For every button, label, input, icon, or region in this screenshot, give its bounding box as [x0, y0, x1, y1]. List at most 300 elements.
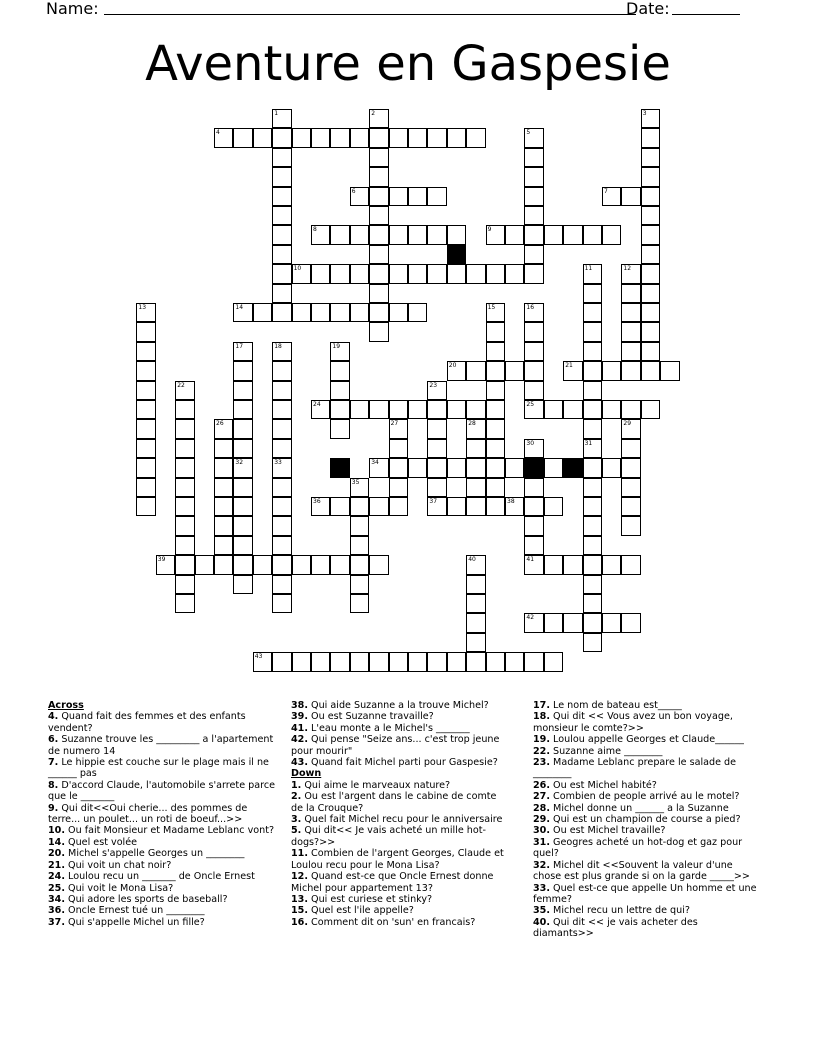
grid-cell[interactable] [389, 128, 408, 147]
grid-cell[interactable] [350, 187, 369, 206]
grid-cell[interactable] [369, 206, 388, 225]
grid-cell[interactable] [311, 264, 330, 283]
grid-cell[interactable] [447, 361, 466, 380]
grid-cell[interactable] [389, 225, 408, 244]
grid-cell[interactable] [369, 109, 388, 128]
grid-cell[interactable] [389, 400, 408, 419]
grid-cell[interactable] [233, 361, 252, 380]
grid-cell[interactable] [408, 225, 427, 244]
grid-cell[interactable] [427, 225, 446, 244]
grid-cell[interactable] [175, 419, 194, 438]
grid-cell[interactable] [427, 264, 446, 283]
grid-cell[interactable] [524, 128, 543, 147]
grid-cell[interactable] [272, 245, 291, 264]
grid-cell[interactable] [524, 478, 543, 497]
grid-cell[interactable] [505, 225, 524, 244]
grid-cell[interactable] [350, 303, 369, 322]
grid-cell[interactable] [544, 555, 563, 574]
grid-cell[interactable] [602, 458, 621, 477]
grid-cell[interactable] [389, 652, 408, 671]
grid-cell[interactable] [136, 400, 155, 419]
grid-cell[interactable] [486, 458, 505, 477]
grid-cell[interactable] [272, 361, 291, 380]
grid-cell[interactable] [369, 458, 388, 477]
grid-cell[interactable] [583, 594, 602, 613]
grid-cell[interactable] [486, 264, 505, 283]
grid-cell[interactable] [350, 225, 369, 244]
grid-cell[interactable] [272, 381, 291, 400]
grid-cell[interactable] [233, 381, 252, 400]
grid-cell[interactable] [330, 225, 349, 244]
grid-cell[interactable] [136, 497, 155, 516]
grid-cell[interactable] [350, 497, 369, 516]
grid-cell[interactable] [272, 128, 291, 147]
grid-cell[interactable] [175, 497, 194, 516]
grid-cell[interactable] [563, 225, 582, 244]
grid-cell[interactable] [621, 303, 640, 322]
grid-cell[interactable] [583, 381, 602, 400]
grid-cell[interactable] [389, 419, 408, 438]
grid-cell[interactable] [136, 458, 155, 477]
grid-cell[interactable] [583, 458, 602, 477]
grid-cell[interactable] [350, 575, 369, 594]
grid-cell[interactable] [505, 497, 524, 516]
grid-cell[interactable] [369, 303, 388, 322]
grid-cell[interactable] [583, 322, 602, 341]
grid-cell[interactable] [408, 458, 427, 477]
grid-cell[interactable] [272, 109, 291, 128]
grid-cell[interactable] [583, 361, 602, 380]
grid-cell[interactable] [466, 633, 485, 652]
grid-cell[interactable] [175, 381, 194, 400]
grid-cell[interactable] [272, 478, 291, 497]
grid-cell[interactable] [272, 516, 291, 535]
grid-cell[interactable] [563, 361, 582, 380]
grid-cell[interactable] [272, 497, 291, 516]
grid-cell[interactable] [524, 303, 543, 322]
grid-cell[interactable] [466, 439, 485, 458]
grid-cell[interactable] [369, 400, 388, 419]
grid-cell[interactable] [466, 128, 485, 147]
grid-cell[interactable] [427, 128, 446, 147]
grid-cell[interactable] [272, 439, 291, 458]
grid-cell[interactable] [272, 400, 291, 419]
grid-cell[interactable] [136, 419, 155, 438]
grid-cell[interactable] [272, 206, 291, 225]
grid-cell[interactable] [272, 555, 291, 574]
grid-cell[interactable] [233, 128, 252, 147]
grid-cell[interactable] [136, 478, 155, 497]
grid-cell[interactable] [641, 303, 660, 322]
grid-cell[interactable] [524, 381, 543, 400]
grid-cell[interactable] [214, 419, 233, 438]
grid-cell[interactable] [583, 303, 602, 322]
grid-cell[interactable] [524, 148, 543, 167]
grid-cell[interactable] [583, 497, 602, 516]
grid-cell[interactable] [330, 400, 349, 419]
grid-cell[interactable] [369, 225, 388, 244]
grid-cell[interactable] [466, 361, 485, 380]
grid-cell[interactable] [447, 128, 466, 147]
grid-cell[interactable] [233, 555, 252, 574]
grid-cell[interactable] [466, 458, 485, 477]
grid-cell[interactable] [233, 439, 252, 458]
grid-cell[interactable] [427, 381, 446, 400]
grid-cell[interactable] [427, 652, 446, 671]
grid-cell[interactable] [621, 419, 640, 438]
grid-cell[interactable] [524, 206, 543, 225]
grid-cell[interactable] [272, 419, 291, 438]
grid-cell[interactable] [272, 284, 291, 303]
grid-cell[interactable] [621, 478, 640, 497]
grid-cell[interactable] [544, 613, 563, 632]
grid-cell[interactable] [486, 225, 505, 244]
grid-cell[interactable] [330, 361, 349, 380]
grid-cell[interactable] [136, 439, 155, 458]
grid-cell[interactable] [175, 478, 194, 497]
grid-cell[interactable] [524, 516, 543, 535]
grid-cell[interactable] [524, 167, 543, 186]
grid-cell[interactable] [369, 187, 388, 206]
grid-cell[interactable] [524, 439, 543, 458]
grid-cell[interactable] [466, 613, 485, 632]
grid-cell[interactable] [486, 419, 505, 438]
grid-cell[interactable] [389, 497, 408, 516]
grid-cell[interactable] [621, 284, 640, 303]
grid-cell[interactable] [621, 361, 640, 380]
grid-cell[interactable] [466, 478, 485, 497]
grid-cell[interactable] [544, 497, 563, 516]
grid-cell[interactable] [369, 284, 388, 303]
grid-cell[interactable] [136, 303, 155, 322]
grid-cell[interactable] [583, 575, 602, 594]
grid-cell[interactable] [292, 128, 311, 147]
grid-cell[interactable] [427, 439, 446, 458]
grid-cell[interactable] [641, 187, 660, 206]
grid-cell[interactable] [524, 613, 543, 632]
grid-cell[interactable] [583, 516, 602, 535]
grid-cell[interactable] [427, 187, 446, 206]
grid-cell[interactable] [621, 342, 640, 361]
grid-cell[interactable] [621, 555, 640, 574]
grid-cell[interactable] [583, 342, 602, 361]
grid-cell[interactable] [524, 245, 543, 264]
grid-cell[interactable] [641, 400, 660, 419]
grid-cell[interactable] [389, 264, 408, 283]
grid-cell[interactable] [369, 652, 388, 671]
grid-cell[interactable] [350, 536, 369, 555]
grid-cell[interactable] [175, 555, 194, 574]
grid-cell[interactable] [524, 225, 543, 244]
grid-cell[interactable] [389, 458, 408, 477]
grid-cell[interactable] [156, 555, 175, 574]
grid-cell[interactable] [136, 361, 155, 380]
grid-cell[interactable] [524, 497, 543, 516]
grid-cell[interactable] [214, 128, 233, 147]
grid-cell[interactable] [214, 555, 233, 574]
grid-cell[interactable] [292, 555, 311, 574]
grid-cell[interactable] [214, 458, 233, 477]
grid-cell[interactable] [233, 419, 252, 438]
grid-cell[interactable] [272, 652, 291, 671]
grid-cell[interactable] [311, 303, 330, 322]
grid-cell[interactable] [175, 594, 194, 613]
grid-cell[interactable] [486, 652, 505, 671]
grid-cell[interactable] [641, 225, 660, 244]
grid-cell[interactable] [505, 361, 524, 380]
grid-cell[interactable] [583, 439, 602, 458]
grid-cell[interactable] [233, 497, 252, 516]
grid-cell[interactable] [175, 575, 194, 594]
grid-cell[interactable] [486, 322, 505, 341]
grid-cell[interactable] [621, 187, 640, 206]
grid-cell[interactable] [427, 400, 446, 419]
grid-cell[interactable] [466, 652, 485, 671]
grid-cell[interactable] [602, 613, 621, 632]
grid-cell[interactable] [253, 652, 272, 671]
grid-cell[interactable] [330, 497, 349, 516]
grid-cell[interactable] [427, 497, 446, 516]
grid-cell[interactable] [660, 361, 679, 380]
grid-cell[interactable] [486, 439, 505, 458]
grid-cell[interactable] [486, 303, 505, 322]
grid-cell[interactable] [408, 128, 427, 147]
grid-cell[interactable] [272, 303, 291, 322]
grid-cell[interactable] [408, 400, 427, 419]
grid-cell[interactable] [641, 264, 660, 283]
grid-cell[interactable] [583, 536, 602, 555]
grid-cell[interactable] [641, 245, 660, 264]
grid-cell[interactable] [602, 400, 621, 419]
grid-cell[interactable] [583, 264, 602, 283]
grid-cell[interactable] [175, 439, 194, 458]
grid-cell[interactable] [447, 400, 466, 419]
grid-cell[interactable] [486, 361, 505, 380]
grid-cell[interactable] [330, 342, 349, 361]
grid-cell[interactable] [233, 536, 252, 555]
grid-cell[interactable] [389, 187, 408, 206]
grid-cell[interactable] [583, 478, 602, 497]
grid-cell[interactable] [583, 555, 602, 574]
grid-cell[interactable] [524, 361, 543, 380]
grid-cell[interactable] [563, 400, 582, 419]
grid-cell[interactable] [466, 419, 485, 438]
grid-cell[interactable] [253, 128, 272, 147]
grid-cell[interactable] [330, 381, 349, 400]
grid-cell[interactable] [524, 264, 543, 283]
grid-cell[interactable] [350, 478, 369, 497]
grid-cell[interactable] [292, 264, 311, 283]
grid-cell[interactable] [253, 555, 272, 574]
grid-cell[interactable] [369, 322, 388, 341]
grid-cell[interactable] [272, 264, 291, 283]
grid-cell[interactable] [583, 284, 602, 303]
grid-cell[interactable] [466, 555, 485, 574]
grid-cell[interactable] [621, 439, 640, 458]
grid-cell[interactable] [175, 458, 194, 477]
grid-cell[interactable] [621, 322, 640, 341]
grid-cell[interactable] [641, 284, 660, 303]
grid-cell[interactable] [486, 381, 505, 400]
grid-cell[interactable] [311, 652, 330, 671]
grid-cell[interactable] [330, 264, 349, 283]
grid-cell[interactable] [311, 497, 330, 516]
grid-cell[interactable] [330, 303, 349, 322]
grid-cell[interactable] [602, 555, 621, 574]
grid-cell[interactable] [408, 264, 427, 283]
grid-cell[interactable] [563, 555, 582, 574]
grid-cell[interactable] [544, 458, 563, 477]
grid-cell[interactable] [621, 400, 640, 419]
grid-cell[interactable] [486, 400, 505, 419]
grid-cell[interactable] [350, 516, 369, 535]
grid-cell[interactable] [233, 478, 252, 497]
grid-cell[interactable] [602, 225, 621, 244]
grid-cell[interactable] [466, 594, 485, 613]
grid-cell[interactable] [544, 652, 563, 671]
grid-cell[interactable] [602, 361, 621, 380]
grid-cell[interactable] [524, 536, 543, 555]
grid-cell[interactable] [330, 419, 349, 438]
grid-cell[interactable] [486, 478, 505, 497]
grid-cell[interactable] [466, 264, 485, 283]
grid-cell[interactable] [621, 458, 640, 477]
grid-cell[interactable] [505, 652, 524, 671]
grid-cell[interactable] [641, 322, 660, 341]
grid-cell[interactable] [233, 342, 252, 361]
grid-cell[interactable] [311, 128, 330, 147]
grid-cell[interactable] [214, 439, 233, 458]
grid-cell[interactable] [369, 555, 388, 574]
grid-cell[interactable] [292, 652, 311, 671]
grid-cell[interactable] [427, 458, 446, 477]
grid-cell[interactable] [583, 613, 602, 632]
grid-cell[interactable] [272, 594, 291, 613]
grid-cell[interactable] [466, 497, 485, 516]
grid-cell[interactable] [486, 342, 505, 361]
grid-cell[interactable] [583, 419, 602, 438]
grid-cell[interactable] [524, 187, 543, 206]
grid-cell[interactable] [233, 516, 252, 535]
grid-cell[interactable] [214, 536, 233, 555]
grid-cell[interactable] [272, 342, 291, 361]
grid-cell[interactable] [195, 555, 214, 574]
grid-cell[interactable] [641, 342, 660, 361]
grid-cell[interactable] [136, 342, 155, 361]
grid-cell[interactable] [369, 245, 388, 264]
grid-cell[interactable] [447, 225, 466, 244]
grid-cell[interactable] [369, 128, 388, 147]
grid-cell[interactable] [311, 225, 330, 244]
grid-cell[interactable] [524, 555, 543, 574]
grid-cell[interactable] [505, 458, 524, 477]
grid-cell[interactable] [544, 225, 563, 244]
grid-cell[interactable] [427, 419, 446, 438]
grid-cell[interactable] [621, 516, 640, 535]
grid-cell[interactable] [311, 400, 330, 419]
grid-cell[interactable] [233, 458, 252, 477]
grid-cell[interactable] [641, 148, 660, 167]
grid-cell[interactable] [369, 497, 388, 516]
grid-cell[interactable] [641, 167, 660, 186]
grid-cell[interactable] [272, 458, 291, 477]
grid-cell[interactable] [330, 128, 349, 147]
grid-cell[interactable] [524, 342, 543, 361]
grid-cell[interactable] [272, 575, 291, 594]
grid-cell[interactable] [602, 187, 621, 206]
grid-cell[interactable] [214, 497, 233, 516]
grid-cell[interactable] [466, 575, 485, 594]
grid-cell[interactable] [621, 613, 640, 632]
grid-cell[interactable] [408, 652, 427, 671]
grid-cell[interactable] [447, 652, 466, 671]
grid-cell[interactable] [136, 322, 155, 341]
grid-cell[interactable] [447, 497, 466, 516]
grid-cell[interactable] [350, 555, 369, 574]
grid-cell[interactable] [641, 109, 660, 128]
grid-cell[interactable] [389, 478, 408, 497]
grid-cell[interactable] [408, 187, 427, 206]
grid-cell[interactable] [233, 400, 252, 419]
grid-cell[interactable] [583, 225, 602, 244]
grid-cell[interactable] [292, 303, 311, 322]
grid-cell[interactable] [389, 303, 408, 322]
grid-cell[interactable] [175, 516, 194, 535]
grid-cell[interactable] [330, 555, 349, 574]
grid-cell[interactable] [272, 225, 291, 244]
grid-cell[interactable] [214, 478, 233, 497]
grid-cell[interactable] [641, 128, 660, 147]
grid-cell[interactable] [214, 516, 233, 535]
grid-cell[interactable] [524, 652, 543, 671]
grid-cell[interactable] [408, 303, 427, 322]
grid-cell[interactable] [350, 652, 369, 671]
grid-cell[interactable] [641, 206, 660, 225]
grid-cell[interactable] [641, 361, 660, 380]
grid-cell[interactable] [272, 536, 291, 555]
grid-cell[interactable] [466, 400, 485, 419]
grid-cell[interactable] [311, 555, 330, 574]
grid-cell[interactable] [583, 633, 602, 652]
grid-cell[interactable] [621, 497, 640, 516]
grid-cell[interactable] [563, 613, 582, 632]
grid-cell[interactable] [583, 400, 602, 419]
grid-cell[interactable] [136, 381, 155, 400]
grid-cell[interactable] [350, 594, 369, 613]
grid-cell[interactable] [524, 322, 543, 341]
grid-cell[interactable] [427, 478, 446, 497]
grid-cell[interactable] [621, 264, 640, 283]
grid-cell[interactable] [369, 148, 388, 167]
grid-cell[interactable] [524, 400, 543, 419]
grid-cell[interactable] [272, 167, 291, 186]
grid-cell[interactable] [369, 264, 388, 283]
grid-cell[interactable] [486, 497, 505, 516]
grid-cell[interactable] [272, 148, 291, 167]
grid-cell[interactable] [369, 167, 388, 186]
grid-cell[interactable] [389, 439, 408, 458]
grid-cell[interactable] [233, 575, 252, 594]
grid-cell[interactable] [505, 264, 524, 283]
grid-cell[interactable] [447, 458, 466, 477]
grid-cell[interactable] [544, 400, 563, 419]
grid-cell[interactable] [330, 652, 349, 671]
grid-cell[interactable] [350, 264, 369, 283]
grid-cell[interactable] [350, 400, 369, 419]
grid-cell[interactable] [350, 128, 369, 147]
grid-cell[interactable] [447, 264, 466, 283]
grid-cell[interactable] [253, 303, 272, 322]
